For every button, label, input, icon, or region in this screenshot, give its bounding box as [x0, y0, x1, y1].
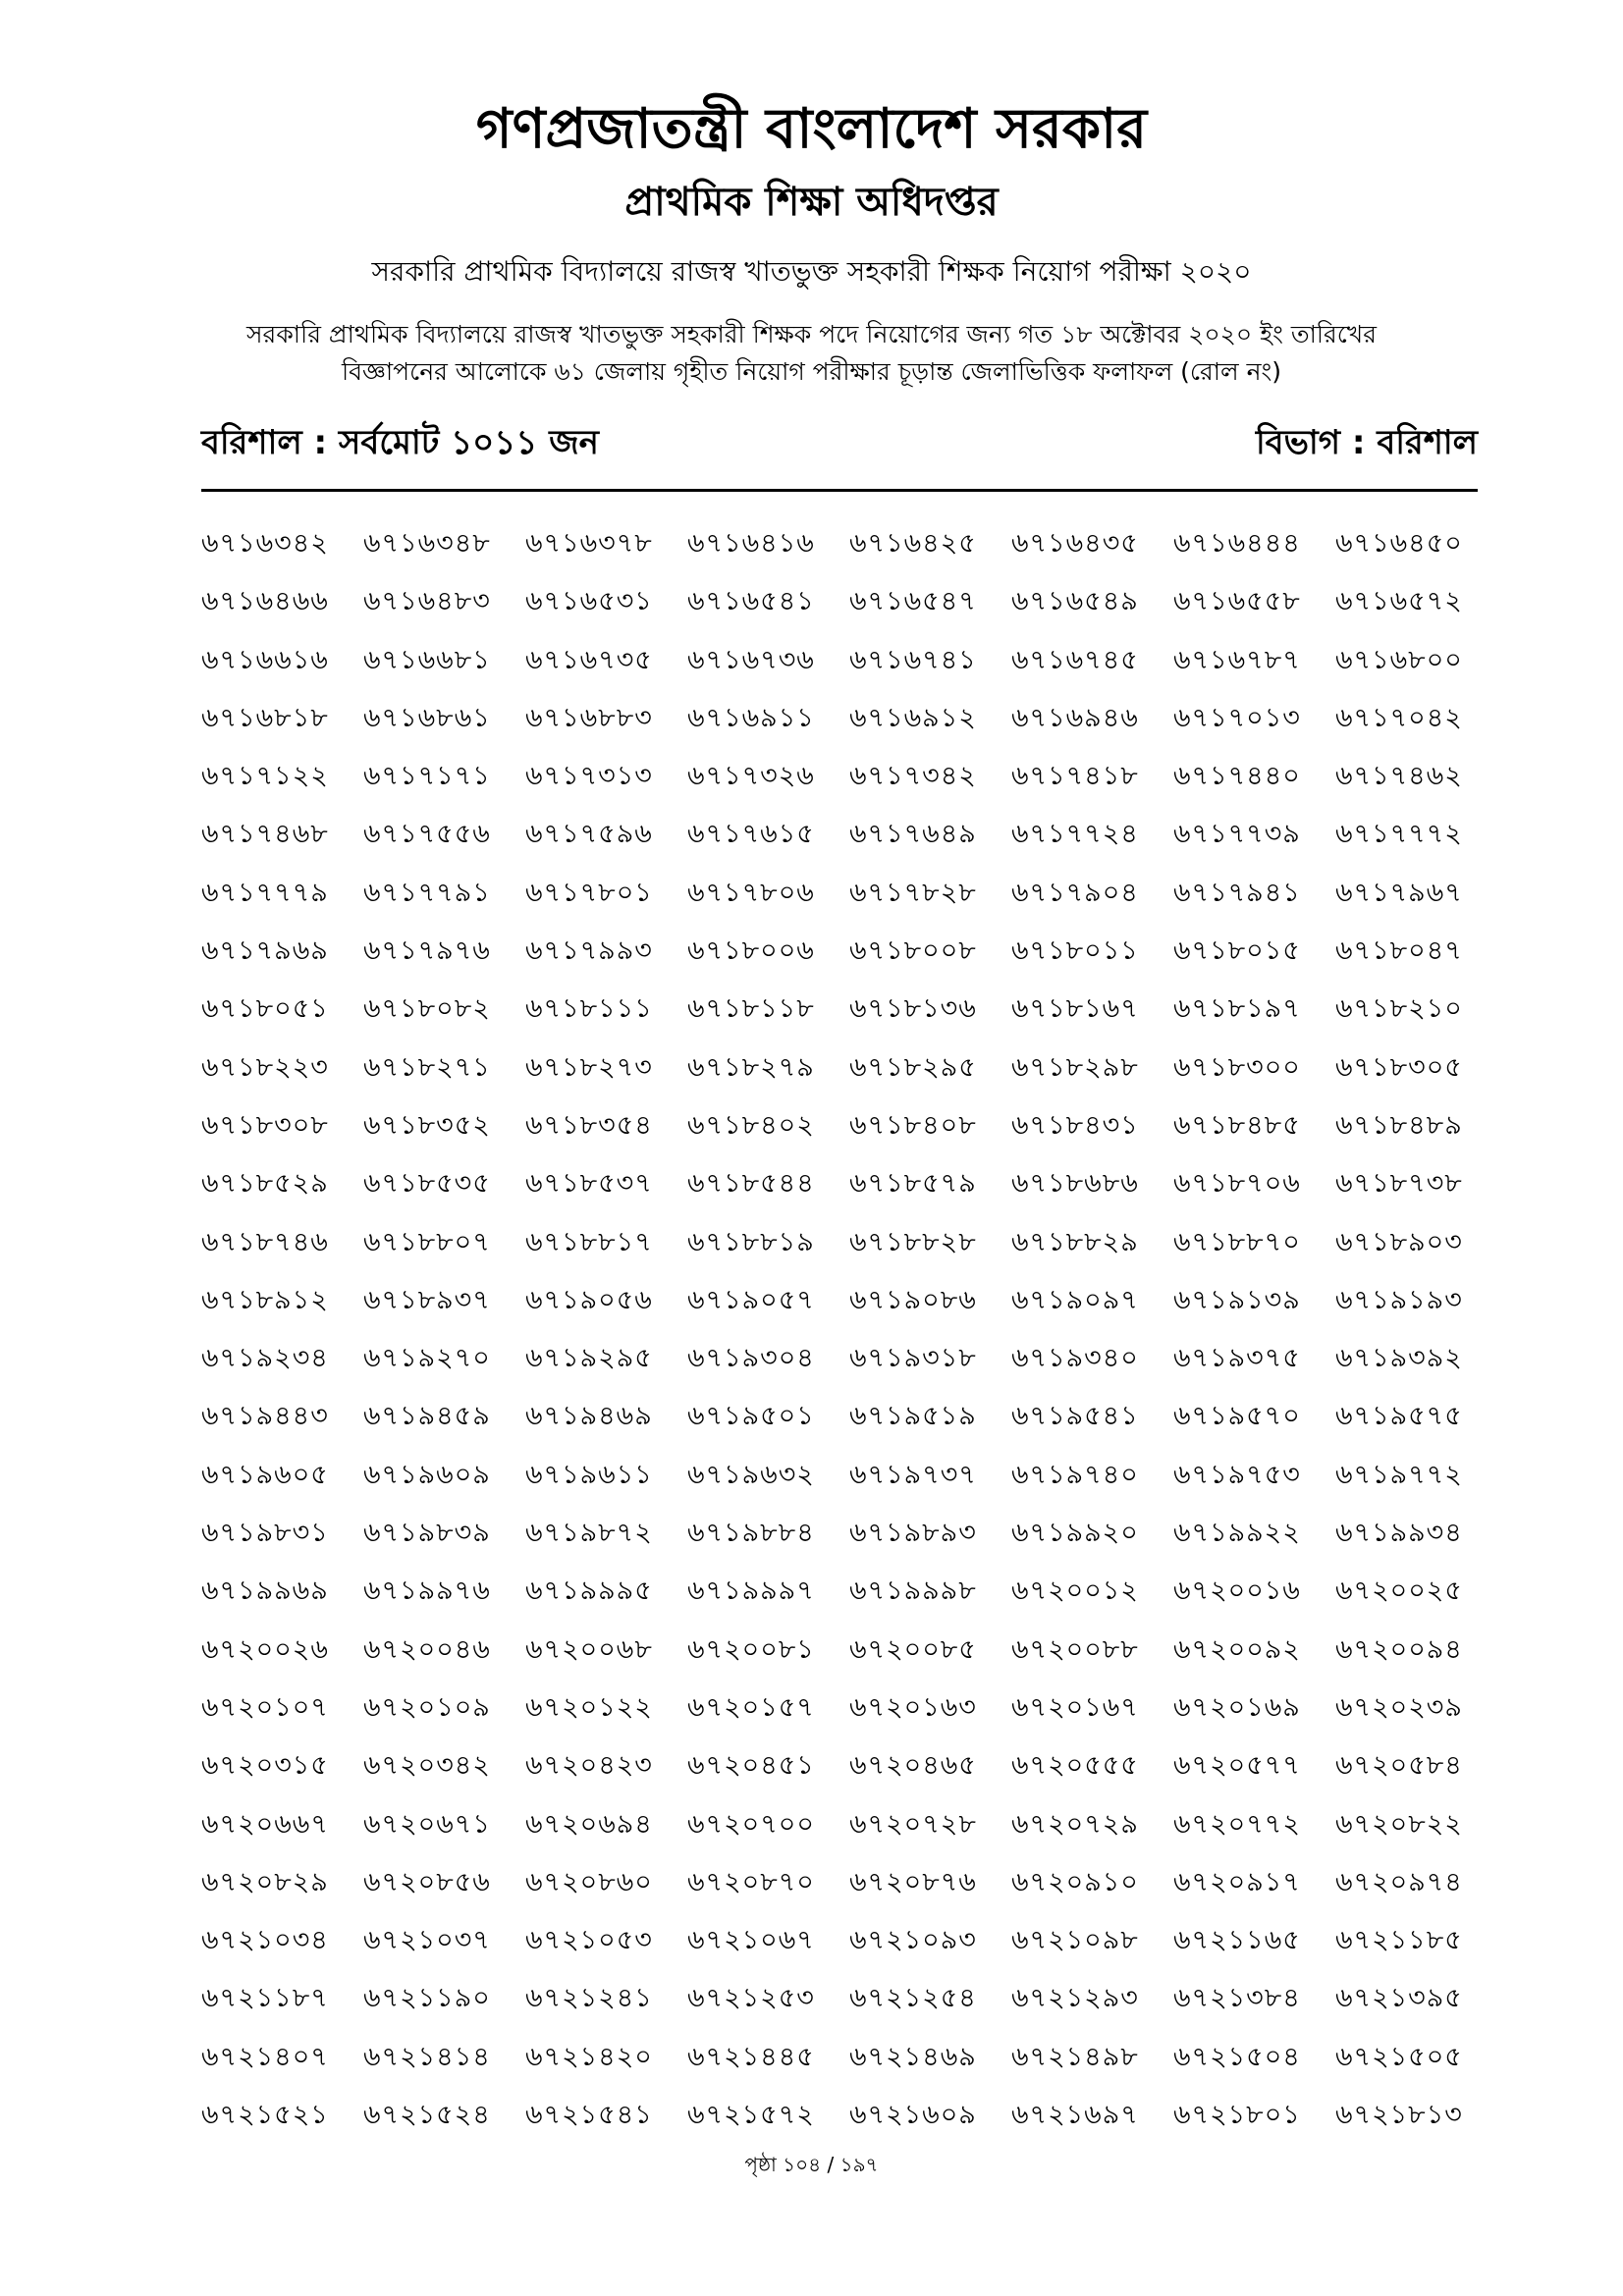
roll-number: ৬৭২০০৯২	[1173, 1635, 1301, 1665]
roll-number: ৬৭১৬৭৪১	[849, 646, 977, 675]
roll-number: ৬৭১৯৯৯৭	[687, 1577, 815, 1607]
department-name: প্রাথমিক শিক্ষা অধিদপ্তর	[624, 180, 999, 225]
roll-number: ৬৭২০৭২৮	[849, 1810, 977, 1840]
roll-row	[201, 1229, 1497, 1287]
roll-number: ৬৭১৮৪০২	[687, 1111, 815, 1141]
roll-number: ৬৭২১২৯৩	[1011, 1985, 1139, 2014]
roll-number: ৬৭১৮১৯৭	[1173, 995, 1301, 1025]
roll-number: ৬৭২১১৯০	[363, 1985, 491, 2014]
roll-row	[201, 1811, 1497, 1869]
roll-number: ৬৭২০৮৫৬	[363, 1868, 491, 1897]
roll-number: ৬৭১৯০৫৬	[525, 1286, 653, 1315]
roll-number: ৬৭১৭৯০৪	[1011, 879, 1139, 908]
roll-number: ৬৭২১৫২১	[201, 2102, 329, 2131]
roll-row	[201, 1462, 1497, 1520]
roll-number: ৬৭১৭৪১৮	[1011, 763, 1139, 792]
roll-number: ৬৭২১০৯৮	[1011, 1927, 1139, 1956]
roll-number: ৬৭২০৯৭৪	[1335, 1868, 1463, 1897]
roll-number: ৬৭১৯৯৯৫	[525, 1577, 653, 1607]
roll-number: ৬৭১৭৯৭৬	[363, 937, 491, 967]
roll-number: ৬৭১৮২২৩	[201, 1053, 329, 1083]
roll-number: ৬৭১৬৫৭২	[1335, 588, 1463, 617]
roll-number: ৬৭১৬৫৪৯	[1011, 588, 1139, 617]
roll-number: ৬৭১৯১৯৩	[1335, 1286, 1463, 1315]
roll-number: ৬৭১৯১৩৯	[1173, 1286, 1301, 1315]
roll-number: ৬৭২১৮০১	[1173, 2102, 1301, 2131]
roll-number: ৬৭১৭৮০১	[525, 879, 653, 908]
roll-number: ৬৭১৭০১৩	[1173, 704, 1301, 733]
roll-row	[201, 880, 1497, 937]
roll-number: ৬৭১৯৭৫৩	[1173, 1461, 1301, 1490]
roll-number: ৬৭১৯৪৬৯	[525, 1403, 653, 1432]
roll-number: ৬৭১৮৯০৩	[1335, 1228, 1463, 1257]
roll-number: ৬৭১৯০৮৬	[849, 1286, 977, 1315]
roll-number: ৬৭১৮০০৮	[849, 937, 977, 967]
roll-number: ৬৭১৮৪৩১	[1011, 1111, 1139, 1141]
roll-row	[201, 1170, 1497, 1228]
roll-number: ৬৭২০৩১৫	[201, 1752, 329, 1782]
roll-number: ৬৭২০০২৫	[1335, 1577, 1463, 1607]
roll-row	[201, 705, 1497, 763]
roll-number: ৬৭১৯৮৯৩	[849, 1520, 977, 1549]
roll-number: ৬৭১৯২৭০	[363, 1345, 491, 1374]
roll-number: ৬৭২১৪১৪	[363, 2043, 491, 2072]
roll-number: ৬৭২০২৩৯	[1335, 1693, 1463, 1723]
roll-number: ৬৭১৬৮১৮	[201, 704, 329, 733]
roll-number: ৬৭১৮৪৮৯	[1335, 1111, 1463, 1141]
roll-number: ৬৭১৯৬০৫	[201, 1461, 329, 1490]
roll-number: ৬৭১৮৮১৯	[687, 1228, 815, 1257]
roll-number: ৬৭১৯৮৭২	[525, 1520, 653, 1549]
roll-number: ৬৭১৯৭৪০	[1011, 1461, 1139, 1490]
roll-number: ৬৭১৮৩৫২	[363, 1111, 491, 1141]
roll-number: ৬৭২১১৮৫	[1335, 1927, 1463, 1956]
roll-number: ৬৭১৮৮২৯	[1011, 1228, 1139, 1257]
roll-number: ৬৭২০১০৯	[363, 1693, 491, 1723]
roll-number: ৬৭১৭৭৯১	[363, 879, 491, 908]
roll-row	[201, 647, 1497, 705]
roll-number: ৬৭১৮৩০৮	[201, 1111, 329, 1141]
exam-name: সরকারি প্রাথমিক বিদ্যালয়ে রাজস্ব খাতভুক্ত সহকারী শিক্ষক নিয়োগ পরীক্ষা ২০২০	[371, 255, 1252, 288]
description-line-2: বিজ্ঞাপনের আলোকে ৬১ জেলায় গৃহীত নিয়োগ পরীক্ষার চূড়ান্ত জেলাভিত্তিক ফলাফল (রোল নং)	[341, 357, 1282, 386]
roll-number: ৬৭২০৪২৩	[525, 1752, 653, 1782]
roll-row	[201, 1520, 1497, 1577]
roll-row	[201, 1985, 1497, 2043]
roll-row	[201, 1636, 1497, 1694]
roll-number: ৬৭১৭১২২	[201, 763, 329, 792]
roll-number: ৬৭১৭৩২৬	[687, 763, 815, 792]
roll-number: ৬৭১৮০৫১	[201, 995, 329, 1025]
roll-number: ৬৭২১০৫৩	[525, 1927, 653, 1956]
roll-number: ৬৭২০৫৫৫	[1011, 1752, 1139, 1782]
roll-number: ৬৭১৯৮৩১	[201, 1520, 329, 1549]
roll-row	[201, 530, 1497, 588]
roll-number: ৬৭১৭৮০৬	[687, 879, 815, 908]
description-line-1: সরকারি প্রাথমিক বিদ্যালয়ে রাজস্ব খাতভুক্ত সহকারী শিক্ষক পদে নিয়োগের জন্য গত ১৮ অক্টোবর ২০২০ ইং তারিখের	[246, 320, 1377, 348]
roll-row	[201, 1287, 1497, 1345]
roll-row	[201, 821, 1497, 879]
roll-number: ৬৭১৯৩৯২	[1335, 1345, 1463, 1374]
roll-number: ৬৭১৮২৭১	[363, 1053, 491, 1083]
roll-number: ৬৭১৮৯৩৭	[363, 1286, 491, 1315]
page-title: গণপ্রজাতন্ত্রী বাংলাদেশ সরকার	[475, 97, 1148, 161]
roll-number: ৬৭২০৭২৯	[1011, 1810, 1139, 1840]
division-label: বিভাগ : বরিশাল	[1255, 423, 1478, 462]
roll-number: ৬৭২০০১২	[1011, 1577, 1139, 1607]
roll-number: ৬৭১৭১৭১	[363, 763, 491, 792]
roll-number: ৬৭২১৫৪১	[525, 2102, 653, 2131]
roll-number: ৬৭২০৪৬৫	[849, 1752, 977, 1782]
roll-number: ৬৭২০০৪৬	[363, 1635, 491, 1665]
roll-number: ৬৭১৭৯৯৩	[525, 937, 653, 967]
roll-number: ৬৭১৯৮৮৪	[687, 1520, 815, 1549]
roll-row	[201, 1577, 1497, 1635]
roll-number: ৬৭২১৩৯৫	[1335, 1985, 1463, 2014]
roll-number: ৬৭১৯৭৩৭	[849, 1461, 977, 1490]
roll-number: ৬৭১৭৭২৪	[1011, 821, 1139, 850]
roll-number: ৬৭১৬৮৮৩	[525, 704, 653, 733]
page-number: পৃষ্ঠা ১০৪ / ১৯৭	[744, 2153, 879, 2176]
roll-number: ৬৭২১৮১৩	[1335, 2102, 1463, 2131]
roll-number: ৬৭১৮৭৩৮	[1335, 1170, 1463, 1200]
roll-number: ৬৭১৮৮৭০	[1173, 1228, 1301, 1257]
roll-number: ৬৭১৮৪০৮	[849, 1111, 977, 1141]
roll-number: ৬৭১৯৫৭০	[1173, 1403, 1301, 1432]
roll-number: ৬৭২০৮২৯	[201, 1868, 329, 1897]
roll-number-grid	[201, 530, 1497, 2160]
roll-number: ৬৭১৬৫৫৮	[1173, 588, 1301, 617]
roll-number: ৬৭১৯৯৬৯	[201, 1577, 329, 1607]
roll-row	[201, 1403, 1497, 1461]
roll-number: ৬৭১৮৫২৯	[201, 1170, 329, 1200]
roll-number: ৬৭২১৩৮৪	[1173, 1985, 1301, 2014]
roll-number: ৬৭১৬৪২৫	[849, 530, 977, 559]
roll-number: ৬৭২০৯১৭	[1173, 1868, 1301, 1897]
roll-number: ৬৭১৮২৯৫	[849, 1053, 977, 1083]
roll-number: ৬৭১৯৫৭৫	[1335, 1403, 1463, 1432]
roll-number: ৬৭১৬৫৪৭	[849, 588, 977, 617]
roll-number: ৬৭১৬৮৬১	[363, 704, 491, 733]
roll-number: ৬৭১৮৩০০	[1173, 1053, 1301, 1083]
roll-number: ৬৭২১০৯৩	[849, 1927, 977, 1956]
roll-number: ৬৭১৯৩০৪	[687, 1345, 815, 1374]
roll-number: ৬৭১৭৬৪৯	[849, 821, 977, 850]
roll-number: ৬৭২১৫২৪	[363, 2102, 491, 2131]
roll-number: ৬৭১৭৭৭২	[1335, 821, 1463, 850]
roll-number: ৬৭১৬৯৪৬	[1011, 704, 1139, 733]
roll-number: ৬৭২০৮২২	[1335, 1810, 1463, 1840]
roll-number: ৬৭২১০৩৪	[201, 1927, 329, 1956]
roll-number: ৬৭১৯৪৪৩	[201, 1403, 329, 1432]
roll-number: ৬৭১৬৬১৬	[201, 646, 329, 675]
roll-number: ৬৭১৮০৮২	[363, 995, 491, 1025]
roll-number: ৬৭২০০১৬	[1173, 1577, 1301, 1607]
roll-number: ৬৭১৬৭৩৬	[687, 646, 815, 675]
roll-number: ৬৭২১১৮৭	[201, 1985, 329, 2014]
roll-number: ৬৭১৯৯২০	[1011, 1520, 1139, 1549]
roll-row	[201, 937, 1497, 995]
roll-number: ৬৭২১৪৬৯	[849, 2043, 977, 2072]
roll-number: ৬৭২০৩৪২	[363, 1752, 491, 1782]
roll-number: ৬৭১৯৩৪০	[1011, 1345, 1139, 1374]
roll-number: ৬৭১৬৬৮১	[363, 646, 491, 675]
roll-number: ৬৭১৮৩০৫	[1335, 1053, 1463, 1083]
roll-number: ৬৭১৮৭৪৬	[201, 1228, 329, 1257]
roll-number: ৬৭১৮৯১২	[201, 1286, 329, 1315]
roll-row	[201, 1345, 1497, 1403]
roll-number: ৬৭১৮৬৮৬	[1011, 1170, 1139, 1200]
roll-number: ৬৭১৭৬১৫	[687, 821, 815, 850]
roll-number: ৬৭১৮১১১	[525, 995, 653, 1025]
roll-number: ৬৭২০৮৬০	[525, 1868, 653, 1897]
roll-row	[201, 1752, 1497, 1810]
roll-number: ৬৭১৭৯৬৭	[1335, 879, 1463, 908]
roll-number: ৬৭১৬৯১২	[849, 704, 977, 733]
roll-row	[201, 1112, 1497, 1170]
roll-number: ৬৭১৯৬০৯	[363, 1461, 491, 1490]
roll-number: ৬৭১৯৭৭২	[1335, 1461, 1463, 1490]
roll-number: ৬৭২১১৬৫	[1173, 1927, 1301, 1956]
roll-number: ৬৭১৯৯২২	[1173, 1520, 1301, 1549]
roll-number: ৬৭২০১২২	[525, 1693, 653, 1723]
roll-number: ৬৭২০৬৭১	[363, 1810, 491, 1840]
district-total: বরিশাল : সর্বমোট ১০১১ জন	[201, 423, 599, 462]
roll-number: ৬৭১৬৪৫০	[1335, 530, 1463, 559]
roll-number: ৬৭১৬৪১৬	[687, 530, 815, 559]
roll-number: ৬৭২০৮৭৬	[849, 1868, 977, 1897]
roll-number: ৬৭১৭৩৪২	[849, 763, 977, 792]
roll-number: ৬৭২১৫০৪	[1173, 2043, 1301, 2072]
roll-number: ৬৭২১০৩৭	[363, 1927, 491, 1956]
roll-number: ৬৭১৯৩৭৫	[1173, 1345, 1301, 1374]
roll-number: ৬৭১৮৮১৭	[525, 1228, 653, 1257]
roll-number: ৬৭১৯৫০১	[687, 1403, 815, 1432]
roll-number: ৬৭২০৪৫১	[687, 1752, 815, 1782]
roll-number: ৬৭১৯৪৫৯	[363, 1403, 491, 1432]
roll-number: ৬৭১৯৯৭৬	[363, 1577, 491, 1607]
roll-number: ৬৭২১৪৯৮	[1011, 2043, 1139, 2072]
roll-number: ৬৭২০৬৯৪	[525, 1810, 653, 1840]
roll-number: ৬৭২০১৬৩	[849, 1693, 977, 1723]
roll-number: ৬৭১৬৫৪১	[687, 588, 815, 617]
roll-number: ৬৭২১৫৭২	[687, 2102, 815, 2131]
roll-number: ৬৭২০০৮৫	[849, 1635, 977, 1665]
roll-number: ৬৭১৭৩১৩	[525, 763, 653, 792]
roll-number: ৬৭১৭০৪২	[1335, 704, 1463, 733]
roll-number: ৬৭২১২৪১	[525, 1985, 653, 2014]
roll-number: ৬৭২০৫৮৪	[1335, 1752, 1463, 1782]
roll-number: ৬৭১৮০১১	[1011, 937, 1139, 967]
roll-number: ৬৭১৮২৭৯	[687, 1053, 815, 1083]
roll-number: ৬৭১৮৪৮৫	[1173, 1111, 1301, 1141]
roll-number: ৬৭২১৬৯৭	[1011, 2102, 1139, 2131]
roll-number: ৬৭২১০৬৭	[687, 1927, 815, 1956]
roll-number: ৬৭১৮৭০৬	[1173, 1170, 1301, 1200]
roll-number: ৬৭১৯২৯৫	[525, 1345, 653, 1374]
roll-number: ৬৭১৮১৩৬	[849, 995, 977, 1025]
roll-number: ৬৭১৭৪৪০	[1173, 763, 1301, 792]
roll-number: ৬৭১৯৫১৯	[849, 1403, 977, 1432]
roll-number: ৬৭১৯৩১৮	[849, 1345, 977, 1374]
roll-number: ৬৭১৮৩৫৪	[525, 1111, 653, 1141]
roll-number: ৬৭১৭৪৬৮	[201, 821, 329, 850]
roll-number: ৬৭১৯২৩৪	[201, 1345, 329, 1374]
roll-row	[201, 763, 1497, 821]
roll-number: ৬৭১৮৫৩৭	[525, 1170, 653, 1200]
roll-row	[201, 2044, 1497, 2102]
roll-row	[201, 1054, 1497, 1112]
roll-number: ৬৭২১২৫৪	[849, 1985, 977, 2014]
roll-row	[201, 1869, 1497, 1927]
roll-number: ৬৭২১৫০৫	[1335, 2043, 1463, 2072]
roll-number: ৬৭১৯০৫৭	[687, 1286, 815, 1315]
roll-row	[201, 2102, 1497, 2160]
roll-number: ৬৭১৮০১৫	[1173, 937, 1301, 967]
roll-number: ৬৭১৭৭৭৯	[201, 879, 329, 908]
roll-number: ৬৭১৭৯৬৯	[201, 937, 329, 967]
roll-row	[201, 588, 1497, 646]
roll-number: ৬৭১৬৭৩৫	[525, 646, 653, 675]
roll-number: ৬৭১৭৮২৮	[849, 879, 977, 908]
roll-number: ৬৭২০১৬৭	[1011, 1693, 1139, 1723]
roll-number: ৬৭২০০২৬	[201, 1635, 329, 1665]
roll-number: ৬৭২০৯১০	[1011, 1868, 1139, 1897]
roll-row	[201, 1694, 1497, 1752]
roll-number: ৬৭১৮২৯৮	[1011, 1053, 1139, 1083]
roll-number: ৬৭১৬৪৮৩	[363, 588, 491, 617]
roll-number: ৬৭২০৮৭০	[687, 1868, 815, 1897]
roll-number: ৬৭১৬৪৪৪	[1173, 530, 1301, 559]
roll-number: ৬৭১৬৫৩১	[525, 588, 653, 617]
roll-number: ৬৭২০৭০০	[687, 1810, 815, 1840]
roll-number: ৬৭২০১৬৯	[1173, 1693, 1301, 1723]
roll-number: ৬৭১৭৫৫৬	[363, 821, 491, 850]
roll-number: ৬৭১৬৩৪৮	[363, 530, 491, 559]
roll-number: ৬৭১৯০৯৭	[1011, 1286, 1139, 1315]
roll-number: ৬৭১৬৪৬৬	[201, 588, 329, 617]
roll-number: ৬৭১৮৮২৮	[849, 1228, 977, 1257]
roll-number: ৬৭১৭৫৯৬	[525, 821, 653, 850]
roll-number: ৬৭১৮০০৬	[687, 937, 815, 967]
roll-number: ৬৭১৯৯৯৮	[849, 1577, 977, 1607]
roll-number: ৬৭১৯৬৩২	[687, 1461, 815, 1490]
roll-number: ৬৭১৬৩৪২	[201, 530, 329, 559]
roll-number: ৬৭১৬৪৩৫	[1011, 530, 1139, 559]
roll-number: ৬৭১৮২১০	[1335, 995, 1463, 1025]
roll-number: ৬৭২০০৯৪	[1335, 1635, 1463, 1665]
roll-number: ৬৭২০৭৭২	[1173, 1810, 1301, 1840]
roll-number: ৬৭১৬৩৭৮	[525, 530, 653, 559]
roll-number: ৬৭১৬৯১১	[687, 704, 815, 733]
roll-number: ৬৭২১২৫৩	[687, 1985, 815, 2014]
roll-number: ৬৭১৭৪৬২	[1335, 763, 1463, 792]
roll-number: ৬৭১৮৫৩৫	[363, 1170, 491, 1200]
roll-number: ৬৭২০০৬৮	[525, 1635, 653, 1665]
roll-number: ৬৭২১৪০৭	[201, 2043, 329, 2072]
roll-number: ৬৭১৮০৪৭	[1335, 937, 1463, 967]
roll-number: ৬৭২০১৫৭	[687, 1693, 815, 1723]
roll-number: ৬৭১৮২৭৩	[525, 1053, 653, 1083]
roll-number: ৬৭২০১০৭	[201, 1693, 329, 1723]
roll-number: ৬৭১৮৫৭৯	[849, 1170, 977, 1200]
roll-number: ৬৭১৮১৬৭	[1011, 995, 1139, 1025]
roll-number: ৬৭১৯৯৩৪	[1335, 1520, 1463, 1549]
roll-number: ৬৭২০০৮১	[687, 1635, 815, 1665]
roll-row	[201, 995, 1497, 1053]
roll-number: ৬৭১৭৯৪১	[1173, 879, 1301, 908]
roll-number: ৬৭১৬৮০০	[1335, 646, 1463, 675]
roll-number: ৬৭১৮৮০৭	[363, 1228, 491, 1257]
roll-number: ৬৭২০০৮৮	[1011, 1635, 1139, 1665]
roll-number: ৬৭১৮৫৪৪	[687, 1170, 815, 1200]
roll-number: ৬৭১৯৫৪১	[1011, 1403, 1139, 1432]
roll-number: ৬৭২১৪৪৫	[687, 2043, 815, 2072]
roll-row	[201, 1927, 1497, 1985]
roll-number: ৬৭২০৬৬৭	[201, 1810, 329, 1840]
roll-number: ৬৭১৬৭৮৭	[1173, 646, 1301, 675]
roll-number: ৬৭১৭৭৩৯	[1173, 821, 1301, 850]
roll-number: ৬৭১৯৮৩৯	[363, 1520, 491, 1549]
roll-number: ৬৭২০৫৭৭	[1173, 1752, 1301, 1782]
roll-number: ৬৭১৯৬১১	[525, 1461, 653, 1490]
roll-number: ৬৭১৮১১৮	[687, 995, 815, 1025]
header-divider	[201, 489, 1478, 492]
roll-number: ৬৭২১৪২০	[525, 2043, 653, 2072]
roll-number: ৬৭১৬৭৪৫	[1011, 646, 1139, 675]
roll-number: ৬৭২১৬০৯	[849, 2102, 977, 2131]
